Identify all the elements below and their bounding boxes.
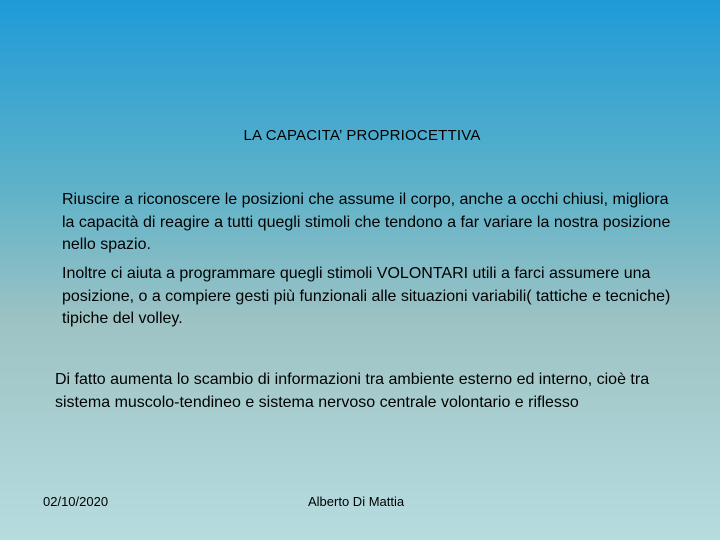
paragraph-information-exchange: Di fatto aumenta lo scambio di informazioni tra ambiente esterno ed interno, cioè tra sistema muscolo-tendineo e sistema nervoso centrale volontario e riflesso	[55, 371, 650, 411]
footer-author: Alberto Di Mattia	[308, 494, 405, 509]
slide-title: LA CAPACITA’ PROPRIOCETTIVA	[243, 127, 481, 144]
paragraph-proprioception-definition: Riuscire a riconoscere le posizioni che assume il corpo, anche a occhi chiusi, migliora la capacità di reagire a tutti quegli stimoli che tendono a far variare la nostra posizione nello spazio.	[62, 191, 671, 253]
paragraph-voluntary-stimuli: Inoltre ci aiuta a programmare quegli stimoli VOLONTARI utili a farci assumere una posizione, o a compiere gesti più funzionali alle situazioni variabili( tattiche e tecniche) tipiche del volley.	[62, 265, 671, 327]
footer-date: 02/10/2020	[43, 494, 109, 509]
